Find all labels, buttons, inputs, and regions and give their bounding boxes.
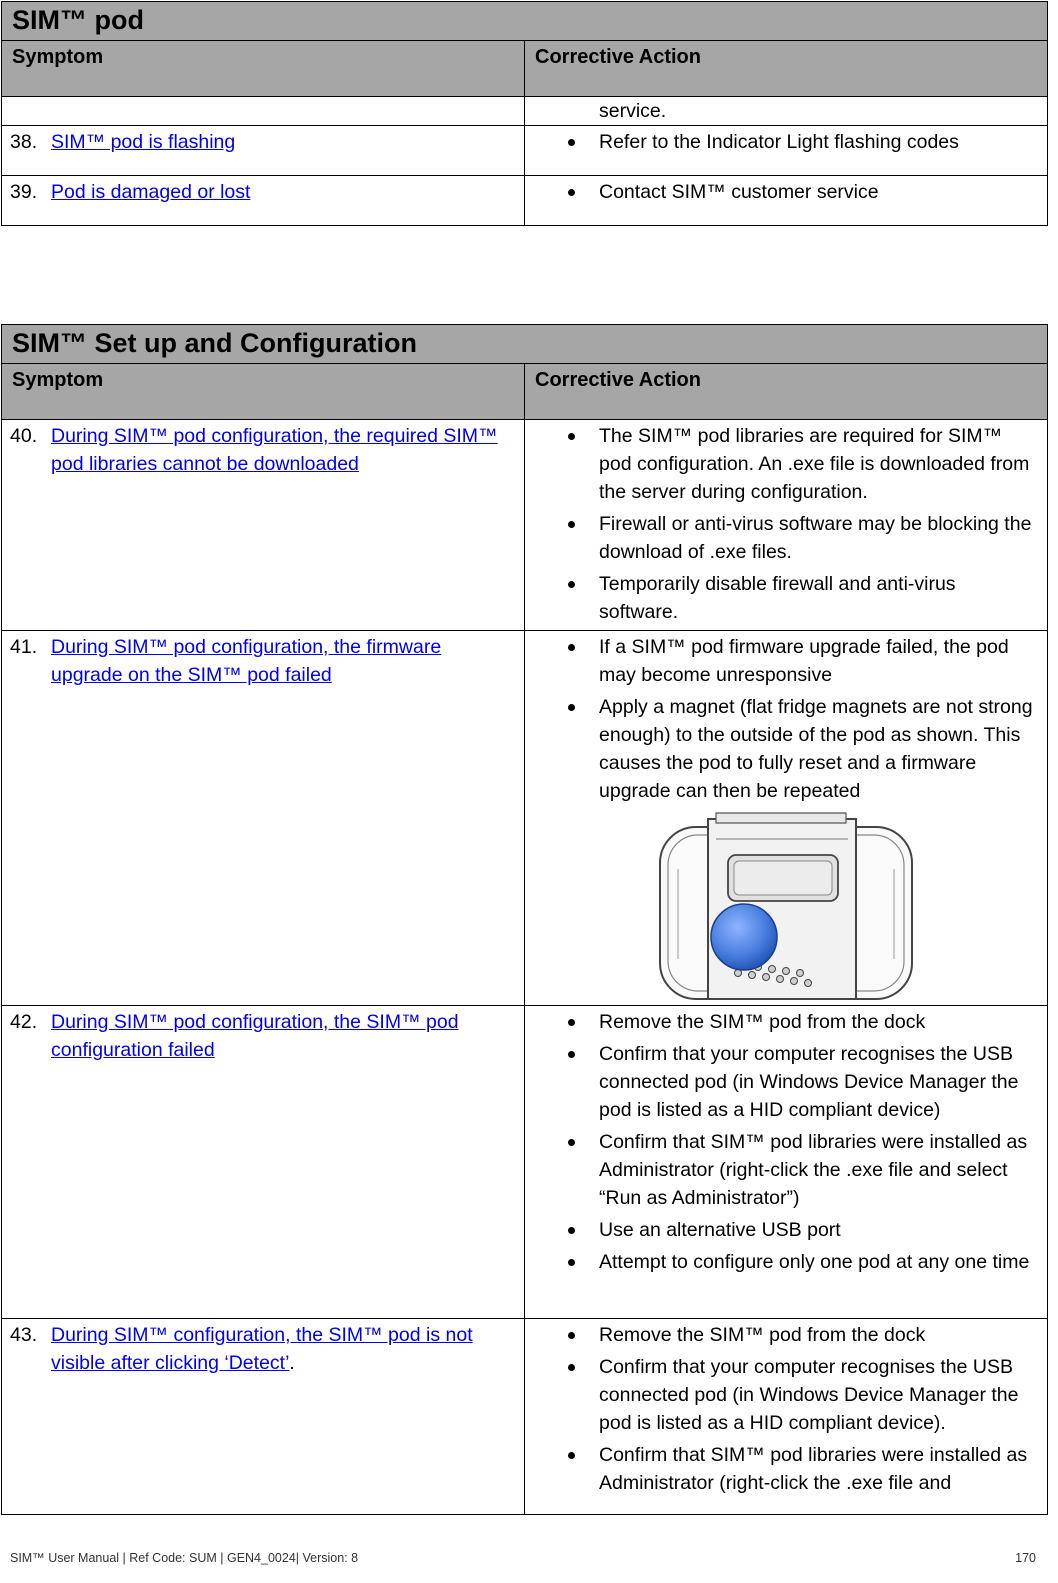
action-item: Confirm that SIM™ pod libraries were installed as Administrator (right-click the .exe file and (533, 1441, 1039, 1497)
table-row (2, 631, 1048, 1006)
symptom-link[interactable]: During SIM™ pod configuration, the SIM™ pod configuration failed (51, 1011, 459, 1061)
page-number: 170 (1015, 1551, 1036, 1565)
table-row (2, 1006, 1048, 1319)
row-number: 42. (10, 1011, 38, 1033)
row-number: 43. (10, 1324, 38, 1346)
symptom-link[interactable]: During SIM™ pod configuration, the firmware upgrade on the SIM™ pod failed (51, 636, 442, 686)
action-item: The SIM™ pod libraries are required for SIM™ pod configuration. An .exe file is downloaded from the server during configuration. (533, 422, 1039, 506)
action-item: Use an alternative USB port (533, 1216, 1039, 1244)
table-row (2, 420, 1048, 631)
action-item: Refer to the Indicator Light flashing codes (533, 128, 1039, 156)
continued-text: service. (599, 100, 667, 122)
table-row (2, 1319, 1048, 1515)
pod-magnet-illustration (533, 809, 1039, 1005)
sim-pod-table (1, 1, 1048, 226)
symptom-header: Symptom (2, 364, 525, 420)
empty-cell (2, 97, 525, 126)
row-number: 40. (10, 425, 38, 447)
action-item: Contact SIM™ customer service (533, 178, 1039, 206)
magnet-icon (711, 904, 777, 970)
table-row-continued (525, 97, 1048, 126)
table-row (2, 126, 1048, 176)
footer-manual-ref: SIM™ User Manual | Ref Code: SUM | GEN4_0024| Version: 8 (10, 1551, 359, 1565)
action-item: Confirm that your computer recognises the USB connected pod (in Windows Device Manager the pod is listed as a HID compliant device). (533, 1353, 1039, 1437)
table-title: SIM™ Set up and Configuration (2, 325, 1048, 364)
row-number: 38. (10, 131, 38, 153)
corrective-action-header: Corrective Action (525, 41, 1048, 97)
corrective-action-header: Corrective Action (525, 364, 1048, 420)
action-item: Apply a magnet (flat fridge magnets are not strong enough) to the outside of the pod as shown. This causes the pod to fully reset and a firmware upgrade can then be repeated (533, 693, 1039, 805)
table-title: SIM™ pod (2, 2, 1048, 41)
action-item: Confirm that SIM™ pod libraries were installed as Administrator (right-click the .exe file and select “Run as Administrator”) (533, 1128, 1039, 1212)
action-item: Firewall or anti-virus software may be blocking the download of .exe files. (533, 510, 1039, 566)
symptom-suffix: . (289, 1352, 295, 1374)
symptom-link[interactable]: Pod is damaged or lost (51, 181, 251, 203)
table-row (2, 176, 1048, 226)
action-item: Remove the SIM™ pod from the dock (533, 1321, 1039, 1349)
setup-configuration-table (1, 324, 1048, 1515)
row-number: 41. (10, 636, 38, 658)
action-item: Temporarily disable firewall and anti-virus software. (533, 570, 1039, 626)
action-item: If a SIM™ pod firmware upgrade failed, the pod may become unresponsive (533, 633, 1039, 689)
action-item: Attempt to configure only one pod at any one time (533, 1248, 1039, 1276)
sim-pod-image (656, 809, 916, 1005)
symptom-link[interactable]: During SIM™ pod configuration, the required SIM™ pod libraries cannot be downloaded (51, 425, 498, 475)
symptom-link[interactable]: SIM™ pod is flashing (51, 131, 236, 153)
action-item: Confirm that your computer recognises the USB connected pod (in Windows Device Manager the pod is listed as a HID compliant device) (533, 1040, 1039, 1124)
symptom-header: Symptom (2, 41, 525, 97)
row-number: 39. (10, 181, 38, 203)
action-item: Remove the SIM™ pod from the dock (533, 1008, 1039, 1036)
symptom-link[interactable]: During SIM™ configuration, the SIM™ pod is not visible after clicking ‘Detect’ (51, 1324, 473, 1374)
